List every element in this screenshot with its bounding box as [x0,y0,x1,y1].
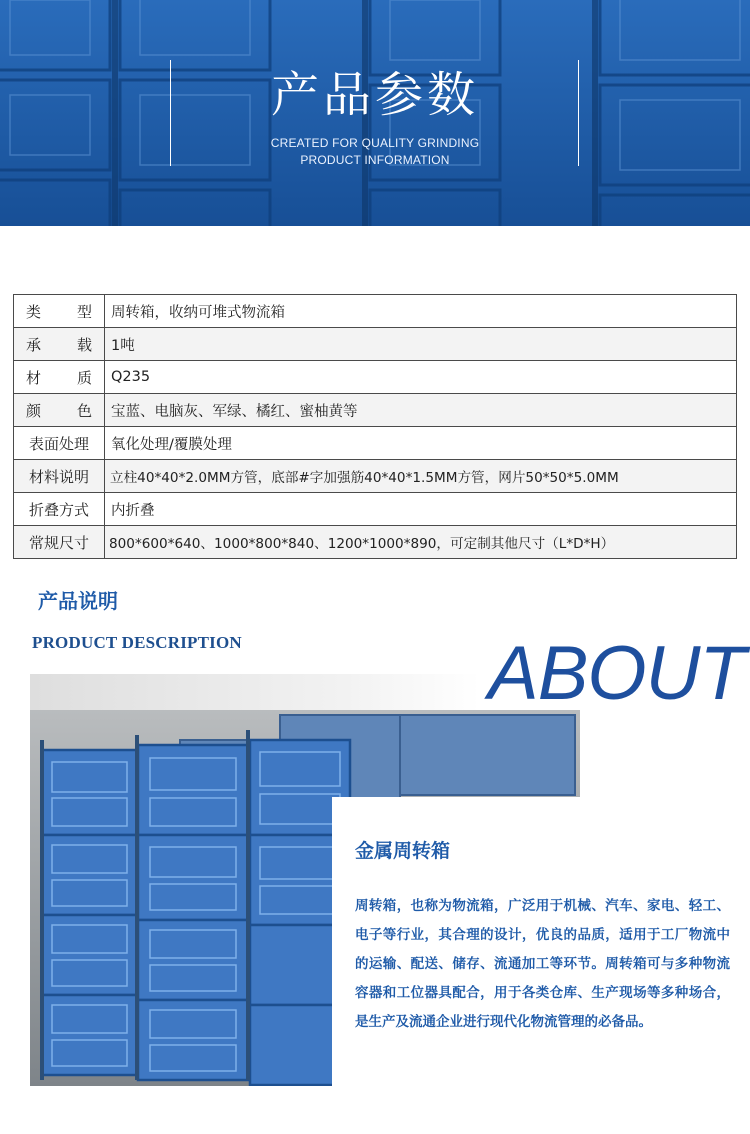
spec-row [14,493,737,526]
section-title: 产品说明 [38,589,118,613]
spec-key: 表面处理 [14,427,105,460]
spec-key [14,394,105,427]
spec-key-char: 型 [76,302,92,321]
spec-key [14,361,105,394]
spec-key [14,295,105,328]
spec-key-char: 材 [26,368,42,387]
spec-table [13,294,737,559]
spec-value: 内折叠 [105,493,737,526]
spec-row [14,526,737,559]
decorative-strip [30,674,480,710]
section-title-english: PRODUCT DESCRIPTION [32,633,242,652]
card-title: 金属周转箱 [355,840,451,862]
spec-row [14,328,737,361]
spec-key-char: 质 [76,368,92,387]
spec-key: 常规尺寸 [14,526,105,559]
spec-row [14,361,737,394]
hero-subtitle-line2: PRODUCT INFORMATION [300,153,450,167]
spec-row [14,427,737,460]
spec-key-char: 颜 [26,401,42,420]
spec-value: Q235 [105,361,737,394]
spec-value: 1吨 [105,328,737,361]
spec-key-char: 承 [26,335,42,354]
spec-row [14,460,737,493]
about-heading: ABOUT [488,631,745,716]
spec-key: 材料说明 [14,460,105,493]
card-description: 周转箱，也称为物流箱，广泛用于机械、汽车、家电、轻工、电子等行业，其合理的设计，优良的品质，适用于工厂物流中的运输、配送、储存、流通加工等环节。周转箱可与多种物流容器和工位器具配合，用于各类仓库、生产现场等多种场合，是生产及流通企业进行现代化物流管理的必备品。 [355,898,730,1030]
spec-key-char: 类 [26,302,42,321]
spec-key: 折叠方式 [14,493,105,526]
hero-subtitle-line1: CREATED FOR QUALITY GRINDING [270,136,480,150]
hero-banner [0,0,750,226]
spec-value: 氧化处理/覆膜处理 [105,427,737,460]
spec-value: 800*600*640、1000*800*840、1200*1000*890，可定制其他尺寸（L*D*H） [105,526,737,559]
spec-row [14,394,737,427]
hero-title: 产品参数 [270,67,479,123]
spec-key-char: 色 [76,401,92,420]
spec-value: 周转箱，收纳可堆式物流箱 [105,295,737,328]
spec-value: 宝蓝、电脑灰、军绿、橘红、蜜柚黄等 [105,394,737,427]
spec-row [14,295,737,328]
spec-key [14,328,105,361]
spec-key-char: 载 [76,335,92,354]
spec-value: 立柱40*40*2.0MM方管，底部#字加强筋40*40*1.5MM方管，网片50*50*5.0MM [105,460,737,493]
